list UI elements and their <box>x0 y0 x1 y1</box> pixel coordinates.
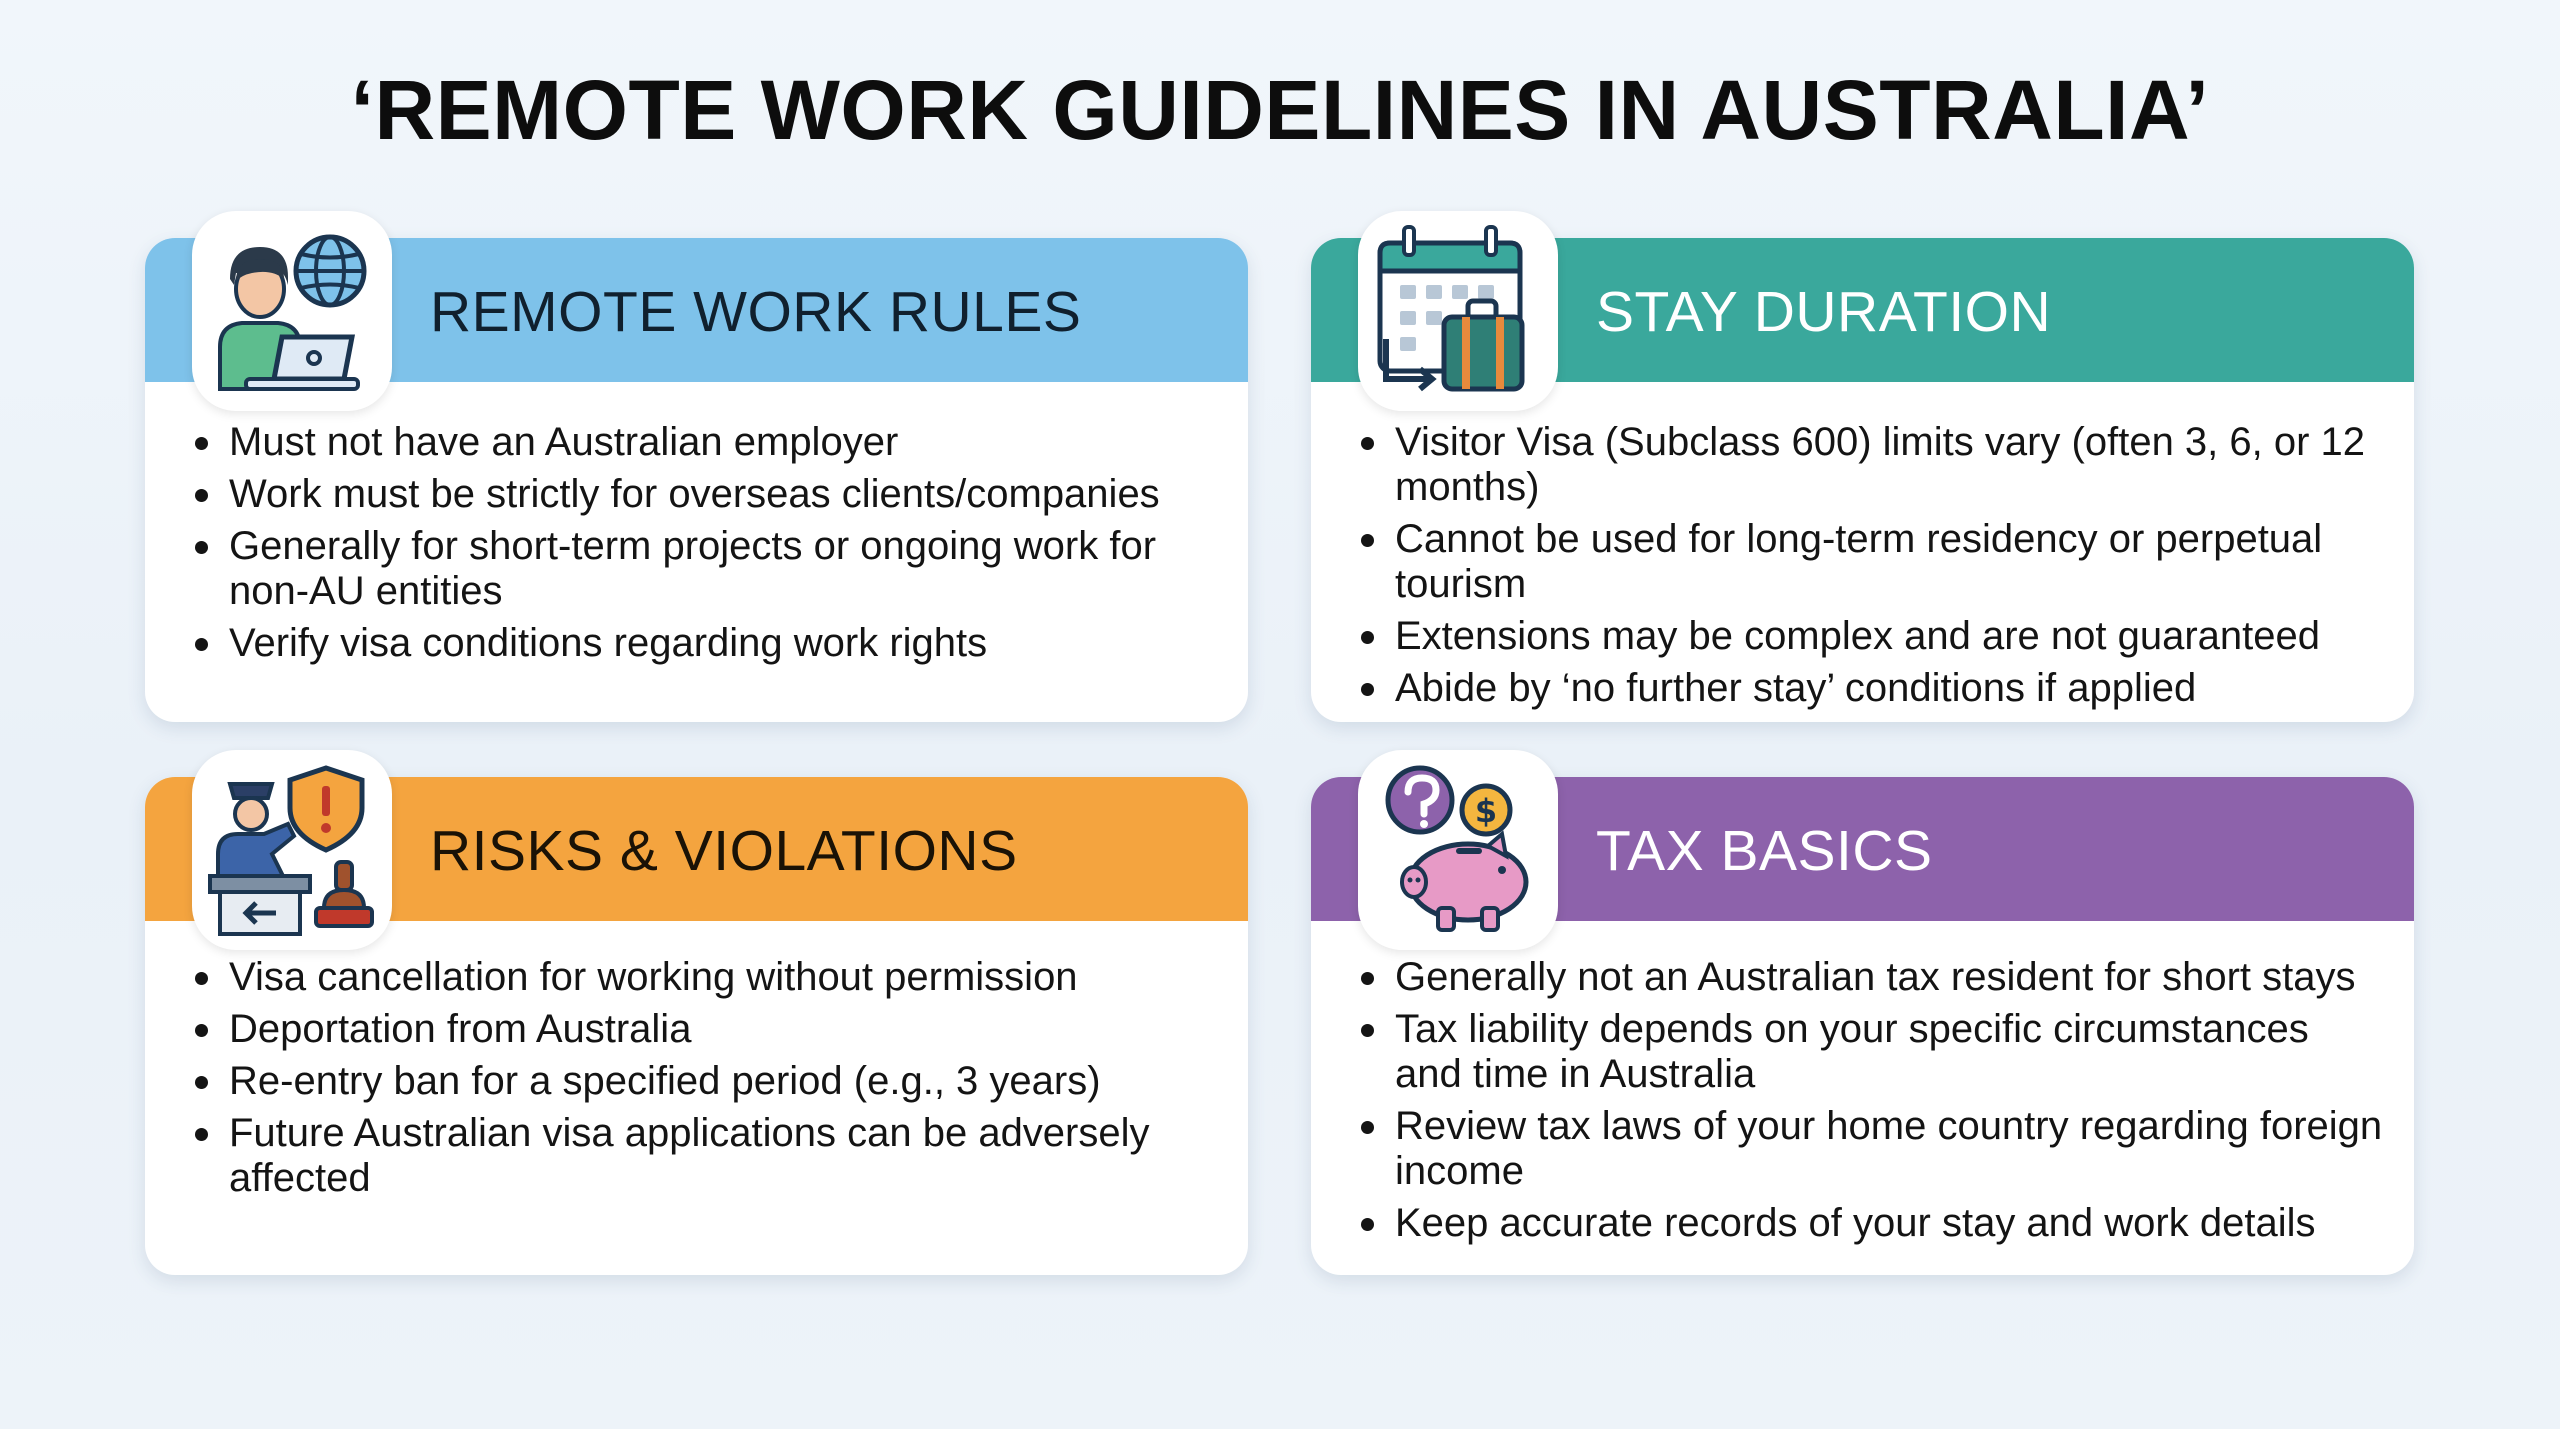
calendar-suitcase-icon <box>1358 211 1558 411</box>
remote-worker-globe-icon <box>192 211 392 411</box>
list-item: Deportation from Australia <box>193 1007 1218 1052</box>
list-item: Keep accurate records of your stay and work details <box>1359 1201 2384 1246</box>
list-item: Verify visa conditions regarding work rights <box>193 621 1218 666</box>
card-title: REMOTE WORK RULES <box>430 280 1082 344</box>
list-item: Abide by ‘no further stay’ conditions if applied <box>1359 666 2384 711</box>
card-remote-work-rules <box>145 238 1248 722</box>
list-item: Re-entry ban for a specified period (e.g., 3 years) <box>193 1059 1218 1104</box>
list-item: Future Australian visa applications can be adversely affected <box>193 1111 1218 1201</box>
list-item: Visa cancellation for working without permission <box>193 955 1218 1000</box>
svg-text:$: $ <box>1474 792 1498 830</box>
list-item: Cannot be used for long-term residency or perpetual tourism <box>1359 517 2384 607</box>
piggy-bank-question-icon <box>1358 750 1558 950</box>
list-item: Must not have an Australian employer <box>193 420 1218 465</box>
list-item: Work must be strictly for overseas clients/companies <box>193 472 1218 517</box>
page-title: ‘REMOTE WORK GUIDELINES IN AUSTRALIA’ <box>350 63 2210 157</box>
card-title: TAX BASICS <box>1596 819 1933 883</box>
list-item: Visitor Visa (Subclass 600) limits vary (often 3, 6, or 12 months) <box>1359 420 2384 510</box>
bullet-list <box>193 955 1218 1208</box>
list-item: Generally not an Australian tax resident for short stays <box>1359 955 2384 1000</box>
card-risks-violations <box>145 777 1248 1275</box>
card-title: STAY DURATION <box>1596 280 2052 344</box>
card-title: RISKS & VIOLATIONS <box>430 819 1018 883</box>
list-item: Generally for short-term projects or ongoing work for non-AU entities <box>193 524 1218 614</box>
list-item: Tax liability depends on your specific circumstances and time in Australia <box>1359 1007 2384 1097</box>
bullet-list <box>1359 420 2384 718</box>
list-item: Review tax laws of your home country regarding foreign income <box>1359 1104 2384 1194</box>
bullet-list <box>1359 955 2384 1253</box>
card-tax-basics <box>1311 777 2414 1275</box>
card-stay-duration <box>1311 238 2414 722</box>
border-officer-warning-icon <box>192 750 392 950</box>
bullet-list <box>193 420 1218 673</box>
list-item: Extensions may be complex and are not guaranteed <box>1359 614 2384 659</box>
